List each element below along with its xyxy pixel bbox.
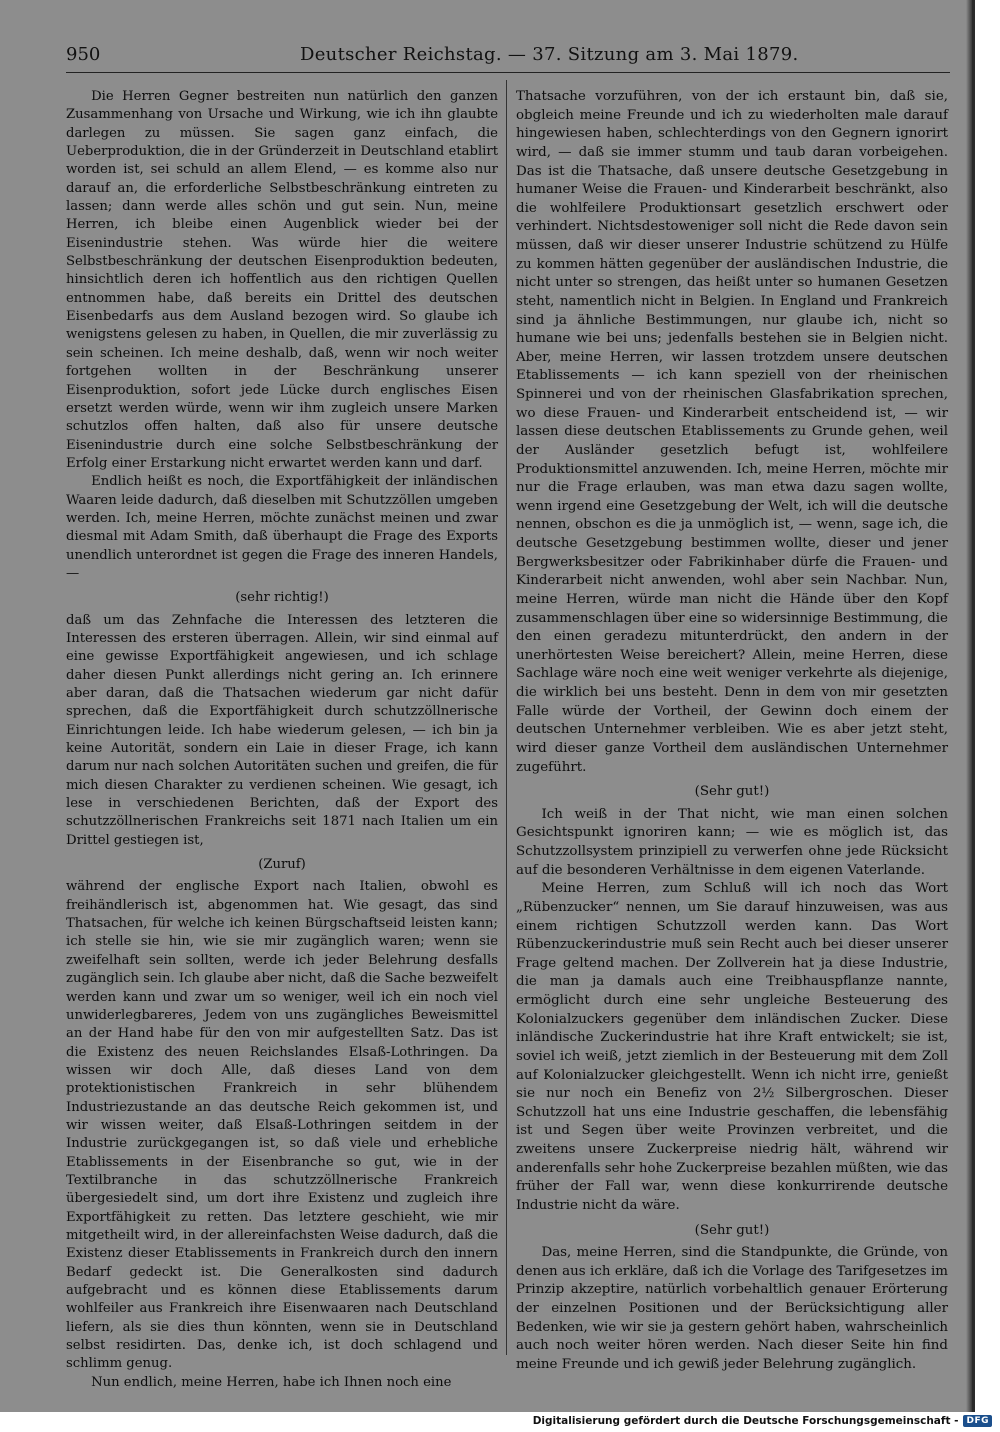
page-number: 950 [66, 44, 101, 65]
right-column [516, 88, 948, 1375]
paragraph: Das, meine Herren, sind die Standpunkte, die Gründe, von denen aus ich erkläre, daß ich die Vorlage des Tarifgesetzes im Prinzip akzeptire, natürlich vorbehaltlich genauer Erörterung der einzelnen Positionen und der Berücksichtigung aller Bedenken, wie wir sie ja gestern gehört haben, wahrscheinlich auch noch weiter hören werden. Nach dieser Seite hin find meine Freunde und ich gewiß jeder Belehrung zugänglich. [516, 1245, 948, 1372]
interjection: (Zuruf) [258, 857, 306, 873]
paragraph: Meine Herren, zum Schluß will ich noch das Wort „Rübenzucker“ nennen, um Sie darauf hinzuweisen, was aus einem richtigen Schutzzoll werden kann. Das Wort Rübenzuckerindustrie muß sein Recht auch bei dieser unserer Frage geltend machen. Der Zollverein hat ja diese Industrie, die man ja damals auch eine Treibhauspflanze nannte, ermöglicht durch eine sehr ungleiche Besteuerung des Kolonialzuckers gegenüber dem inländischen Zucker. Diese inländische Zuckerindustrie hat ihre Kraft entwickelt; sie ist, soviel ich weiß, jetzt ziemlich in der Besteuerung mit dem Zoll auf Kolonialzucker gleichgestellt. Wenn ich nicht irre, genießt sie nur noch ein Benefiz von 2½ Silbergroschen. Dieser Schutzzoll hat uns eine Industrie geschaffen, die lebensfähig ist und Segen über weite Provinzen verbreitet, und die zweitens unsere Zuckerpreise niedrig hält, während wir anderenfalls sehr hohe Zuckerpreise bezahlen müßten, wie das früher der Fall war, wenn diese konkurrirende deutsche Industrie nicht da wäre. [516, 881, 948, 1213]
column-divider [506, 80, 507, 1355]
paragraph: Nun endlich, meine Herren, habe ich Ihnen noch eine [91, 1374, 452, 1390]
running-head: Deutscher Reichstag. — 37. Sitzung am 3. Mai 1879. [300, 44, 799, 65]
left-column [66, 88, 498, 1392]
credit-text: Digitalisierung gefördert durch die Deutsche Forschungsgemeinschaft - [532, 1415, 959, 1427]
paragraph: Ich weiß in der That nicht, wie man einen solchen Gesichtspunkt ignoriren kann; — wie es möglich ist, das Schutzzollsystem prinzipiell zu verwerfen ohne jede Rücksicht auf die besonderen Verhältnisse in dem eigenen Vaterlande. [516, 806, 948, 878]
paragraph: Thatsache vorzuführen, von der ich erstaunt bin, daß sie, obgleich meine Freunde und ich zu wiederholten male darauf hingewiesen haben, schlechterdings von den Gegnern ignorirt wird, — daß sie immer stumm und taub daran vorbeigehen. Das ist die Thatsache, daß unsere deutsche Gesetzgebung in humaner Weise die Frauen- und Kinderarbeit beschränkt, also die wohlfeilere Produktionsart gesetzlich erschwert oder verhindert. Nichtsdestoweniger soll nicht die Rede davon sein müssen, daß wir dieser unserer Industrie schützend zu Hülfe zu kommen hätten gegenüber der ausländischen Industrie, die nicht unter so strengen, das heißt unter so humanen Gesetzen steht, namentlich nicht in Belgien. In England und Frankreich sind ja ähnliche Bestimmungen, nur glaube ich, nicht so humane wie bei uns; jedenfalls bestehen sie in Belgien nicht. Aber, meine Herren, wir lassen trotzdem unsere deutschen Etablissements — ich kann speziell von der rheinischen Spinnerei und von der rheinischen Glasfabrikation sprechen, wo diese Frauen- und Kinderarbeit entscheidend ist, — wir lassen diese deutschen Etablissements zu Grunde gehen, weil der Ausländer gesetzlich befugt ist, wohlfeilere Produktionsmittel anzuwenden. Ich, meine Herren, möchte mir nur die Frage erlauben, was man etwa dazu sagen wollte, wenn irgend eine Gesetzgebung der Welt, ich will die deutsche nennen, obschon es die ja unmöglich ist, — wenn, sage ich, die deutsche Gesetzgebung bestimmen wollte, dieser und jener Bergwerksbesitzer oder Fabrikinhaber dürfe die Frauen- und Kinderarbeit nicht anwenden, wohl aber sein Nachbar. Nun, meine Herren, würde man nicht die Hände über den Kopf zusammenschlagen über eine so widersinnige Bestimmung, die den einen geradezu mitunterdrückt, den andern in der unerhörtesten Weise bereichert? Allein, meine Herren, diese Sachlage wäre noch eine weit weniger verkehrte als diejenige, die wirklich bei uns besteht. Denn in dem von mir gesetzten Falle würde der Vortheil, der Gewinn doch einem der deutschen Unternehmer verbleiben. Wie es aber jetzt steht, wird dieser ganze Vortheil dem ausländischen Unternehmer zugeführt. [516, 89, 948, 775]
digitization-credit [533, 1414, 992, 1428]
header-rule [66, 72, 950, 73]
interjection: (sehr richtig!) [235, 590, 329, 606]
paragraph: während der englische Export nach Italien, obwohl es freihändlerisch ist, abgenommen hat. Wie gesagt, das sind Thatsachen, für welche ich keinen Bürgschaftseid leisten kann; ich stelle sie hin, wie sie mir zugänglich waren; wenn sie zweifelhaft sein sollten, werde ich jeder Belehrung desfalls zugänglich sein. Ich glaube aber nicht, daß die Sache bezweifelt werden kann und zwar um so weniger, weil ich ein noch viel unwiderlegbareres, Jedem von uns zugängliches Beweismittel an der Hand habe für den von mir aufgestellten Satz. Das ist die Existenz des neuen Reichslandes Elsaß-Lothringen. Da wissen wir doch Alle, daß dieses Land von dem protektionistischen Frankreich in sehr blühendem Industriezustande an das deutsche Reich gekommen ist, und wir wissen weiter, daß Elsaß-Lothringen seitdem in der Industrie zurückgegangen ist, so daß viele und erhebliche Etablissements in der Eisenbranche so gut, wie in der Textilbranche in das schutzzöllnerische Frankreich übergesiedelt sind, um dort ihre Existenz und zugleich ihre Exportfähigkeit zu retten. Das letztere geschieht, wie mir mitgetheilt wird, in der allereinfachsten Weise dadurch, daß die Existenz dieser Etablissements in Frankreich durch den innern Bedarf gedeckt ist. Die Generalkosten sind dadurch aufgebracht und es können diese Etablissements darum wohlfeiler aus Frankreich ihre Eisenwaaren nach Deutschland liefern, als sie dies thun könnten, wenn sie in Deutschland selbst residirten. Das, denke ich, ist doch schlagend und schlimm genug. [66, 879, 498, 1372]
dfg-logo: DFG [963, 1415, 992, 1427]
paragraph: Endlich heißt es noch, die Exportfähigkeit der inländischen Waaren leide dadurch, daß dieselben mit Schutzzöllen umgeben werden. Ich, meine Herren, möchte zunächst meinen und zwar diesmal mit Adam Smith, daß überhaupt die Frage des Exports unendlich unterordnet ist gegen die Frage des inneren Handels, — [66, 474, 498, 581]
paragraph: Die Herren Gegner bestreiten nun natürlich den ganzen Zusammenhang von Ursache und Wirkung, wie ich ihn glaubte darlegen zu müssen. Sie sagen ganz einfach, die Ueberproduktion, die in der Gründerzeit in Deutschland etablirt worden ist, sei schuld an allem Elend, — es komme also nur darauf an, die erforderliche Selbstbeschränkung eintreten zu lassen; dann werde alles schön und gut sein. Nun, meine Herren, ich bleibe einen Augenblick wieder bei der Eisenindustrie stehen. Was würde hier die weitere Selbstbeschränkung der deutschen Eisenproduktion bedeuten, hinsichtlich deren ich hoffentlich aus den richtigen Quellen entnommen habe, daß bereits ein Drittel des deutschen Eisenbedarfs aus dem Ausland bezogen wird. So glaube ich wenigstens gelesen zu haben, in Quellen, die mir zuverlässig zu sein scheinen. Ich meine deshalb, daß, wenn wir noch weiter fortgehen wollten in der Beschränkung unserer Eisenproduktion, sofort jede Lücke durch englisches Eisen ersetzt werden würde, wenn wir ihm zugleich unsere Marken schutzlos offen halten, daß also für unsere deutsche Eisenindustrie durch eine solche Selbstbeschränkung der Erfolg einer Erstarkung nicht erwartet werden kann und darf. [66, 89, 498, 471]
interjection: (Sehr gut!) [694, 784, 770, 800]
paragraph: daß um das Zehnfache die Interessen des letzteren die Interessen des ersteren überragen. Allein, wir sind einmal auf eine gewisse Exportfähigkeit angewiesen, und ich schlage daher diesen Punkt allerdings nicht gering an. Ich erinnere aber daran, daß die Thatsachen wiederum gar nicht dafür sprechen, daß die Exportfähigkeit durch schutzzöllnerische Einrichtungen leide. Ich habe wiederum gelesen, — ich bin ja keine Autorität, sondern ein Laie in dieser Frage, ich kann darum nur nach solchen Autoritäten suchen und greifen, die für mich diesen Charakter zu verdienen scheinen. Wie gesagt, ich lese in verschiedenen Berichten, daß der Export des schutzzöllnerischen Frankreichs seit 1871 nach Italien um ein Drittel gestiegen ist, [66, 612, 498, 848]
interjection: (Sehr gut!) [694, 1222, 770, 1238]
